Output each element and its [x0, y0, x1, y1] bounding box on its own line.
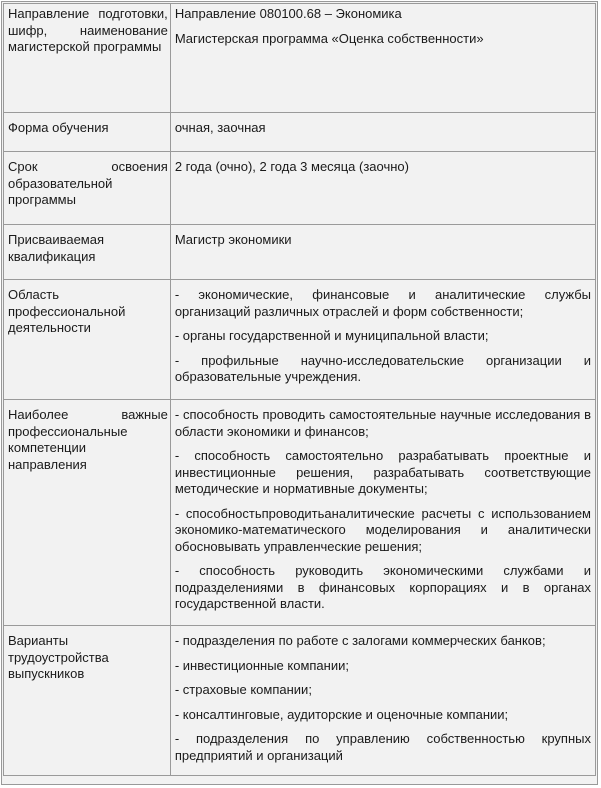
- value-line: - способность руководить экономическими службами и подразделениями в финансовых корпорациях и в органах государственной власти.: [174, 563, 591, 611]
- row-label-employment: Варианты трудоустройства выпускников: [3, 626, 171, 776]
- table-row: [3, 152, 596, 225]
- table-row: [3, 626, 596, 776]
- value-line: - экономические, финансовые и аналитические службы организаций различных отраслей и форм собственности;: [174, 287, 591, 319]
- value-line: - консалтинговые, аудиторские и оценочные компании;: [174, 706, 509, 722]
- row-value-duration: [171, 152, 596, 225]
- value-line: - способность проводить самостоятельные научные исследования в области экономики и финансов;: [174, 407, 591, 439]
- row-label-study-form: Форма обучения: [3, 113, 171, 152]
- program-info-table: [3, 3, 596, 776]
- value-line: очная, заочная: [174, 120, 266, 135]
- row-label-activity-area: Область профессиональной деятельности: [3, 280, 171, 400]
- row-label-direction: Направление подготовки, шифр, наименование магистерской программы: [3, 3, 171, 113]
- row-value-activity-area: [171, 280, 596, 400]
- value-line: - инвестиционные компании;: [174, 657, 349, 673]
- table-row: [3, 400, 596, 626]
- row-value-qualification: [171, 225, 596, 280]
- row-value-employment: [171, 626, 596, 776]
- value-line: - профильные научно-исследовательские организации и образовательные учреждения.: [174, 352, 591, 384]
- value-line: - способностьпроводитьаналитические расчеты с использованием экономико-математического моделирования и аналитически обосновывать управленческие решения;: [174, 505, 591, 554]
- value-line: - подразделения по управлению собственностью крупных предприятий и организаций: [174, 731, 591, 763]
- value-line: Направление 080100.68 – Экономика: [174, 6, 402, 21]
- row-label-competencies: Наиболее важные профессиональные компетенции направления: [3, 400, 171, 626]
- table-row: [3, 225, 596, 280]
- row-label-duration: Срок освоения образовательной программы: [3, 152, 171, 225]
- table-row: [3, 3, 596, 113]
- row-value-competencies: [171, 400, 596, 626]
- value-line: - способность самостоятельно разрабатывать проектные и инвестиционные решения, разрабатывать соответствующие методические и нормативные документы;: [174, 448, 591, 496]
- row-value-direction: [171, 3, 596, 113]
- value-line: - страховые компании;: [174, 682, 312, 697]
- table-row: [3, 280, 596, 400]
- value-line: Магистр экономики: [174, 232, 292, 247]
- value-line: 2 года (очно), 2 года 3 месяца (заочно): [174, 159, 409, 174]
- row-value-study-form: [171, 113, 596, 152]
- value-line: - органы государственной и муниципальной власти;: [174, 328, 489, 343]
- row-label-qualification: Присваиваемая квалификация: [3, 225, 171, 280]
- value-line: Магистерская программа «Оценка собственности»: [174, 30, 484, 46]
- value-line: - подразделения по работе с залогами коммерческих банков;: [174, 633, 546, 648]
- table-row: [3, 113, 596, 152]
